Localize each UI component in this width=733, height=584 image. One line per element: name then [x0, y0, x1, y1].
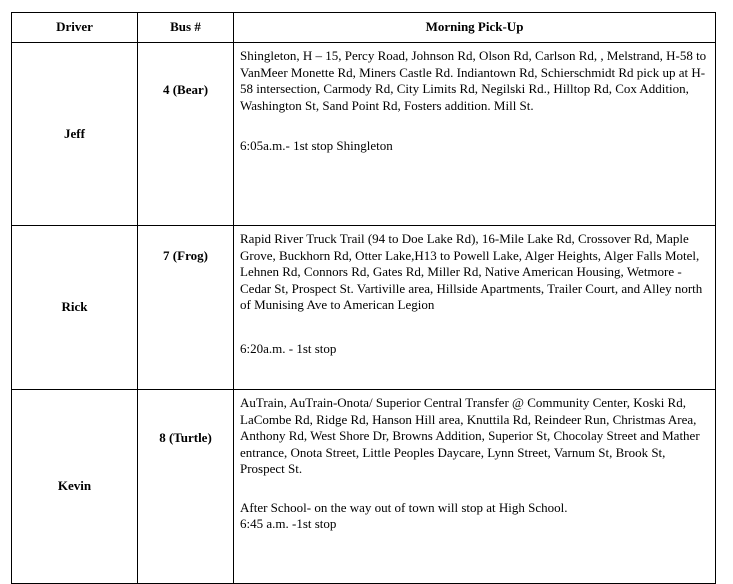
table-row: [12, 226, 716, 390]
table-row: [12, 390, 716, 584]
first-stop-time: 6:05a.m.- 1st stop Shingleton: [240, 138, 393, 153]
header-driver: Driver: [12, 13, 138, 43]
driver-name: Rick: [12, 226, 138, 390]
first-stop-time: 6:20a.m. - 1st stop: [240, 340, 337, 356]
pickup-cell: [234, 43, 716, 226]
driver-name: Kevin: [12, 390, 138, 584]
route-stops: AuTrain, AuTrain-Onota/ Superior Central Transfer @ Community Center, Koski Rd, LaCombe Rd, Ridge Rd, Hanson Hill area, Knuttila Rd, Reindeer Run, Christmas Area, Anthony Rd, West Shore Dr, Browns Addition, Superior St, Chocolay Street and Mather entrance, Onota Street, Little Peoples Daycare, Lynn Street, Varnum St, Brook St, Prospect St.: [240, 395, 700, 476]
after-school-note: After School- on the way out of town will stop at High School.: [240, 499, 568, 515]
pickup-cell: [234, 226, 716, 390]
route-stops: Rapid River Truck Trail (94 to Doe Lake Rd), 16-Mile Lake Rd, Crossover Rd, Maple Grove, Buckhorn Rd, Otter Lake,H13 to Powell Lake, Alger Heights, Alger Falls Motel, Lehnen Rd, Connors Rd, Gates Rd, Miller Rd, Native American Housing, Wetmore - Cedar St, Prospect St. Vartiville area, Hillside Apartments, Trailer Court, and Alley north of Munising Ave to American Legion: [240, 231, 703, 312]
bus-number: 8 (Turtle): [138, 390, 234, 584]
table-row: [12, 43, 716, 226]
header-morning-pickup: Morning Pick-Up: [234, 13, 716, 43]
bus-number: 4 (Bear): [138, 43, 234, 226]
first-stop-time: 6:45 a.m. -1st stop: [240, 516, 337, 531]
bus-number: 7 (Frog): [138, 226, 234, 390]
header-bus-number: Bus #: [138, 13, 234, 43]
bus-route-table: [11, 12, 716, 584]
header-row: [12, 13, 716, 43]
route-stops: Shingleton, H – 15, Percy Road, Johnson Rd, Olson Rd, Carlson Rd, , Melstrand, H-58 to VanMeer Monette Rd, Miners Castle Rd. Indiantown Rd, Schierschmidt Rd pick up at H-58 intersection, Carmody Rd, City Limits Rd, Negilski Rd., Hilltop Rd, Cox Addition, Washington St, Sand Point Rd, Fosters addition. Mill St.: [240, 48, 707, 113]
pickup-cell: [234, 390, 716, 584]
driver-name: Jeff: [12, 43, 138, 226]
